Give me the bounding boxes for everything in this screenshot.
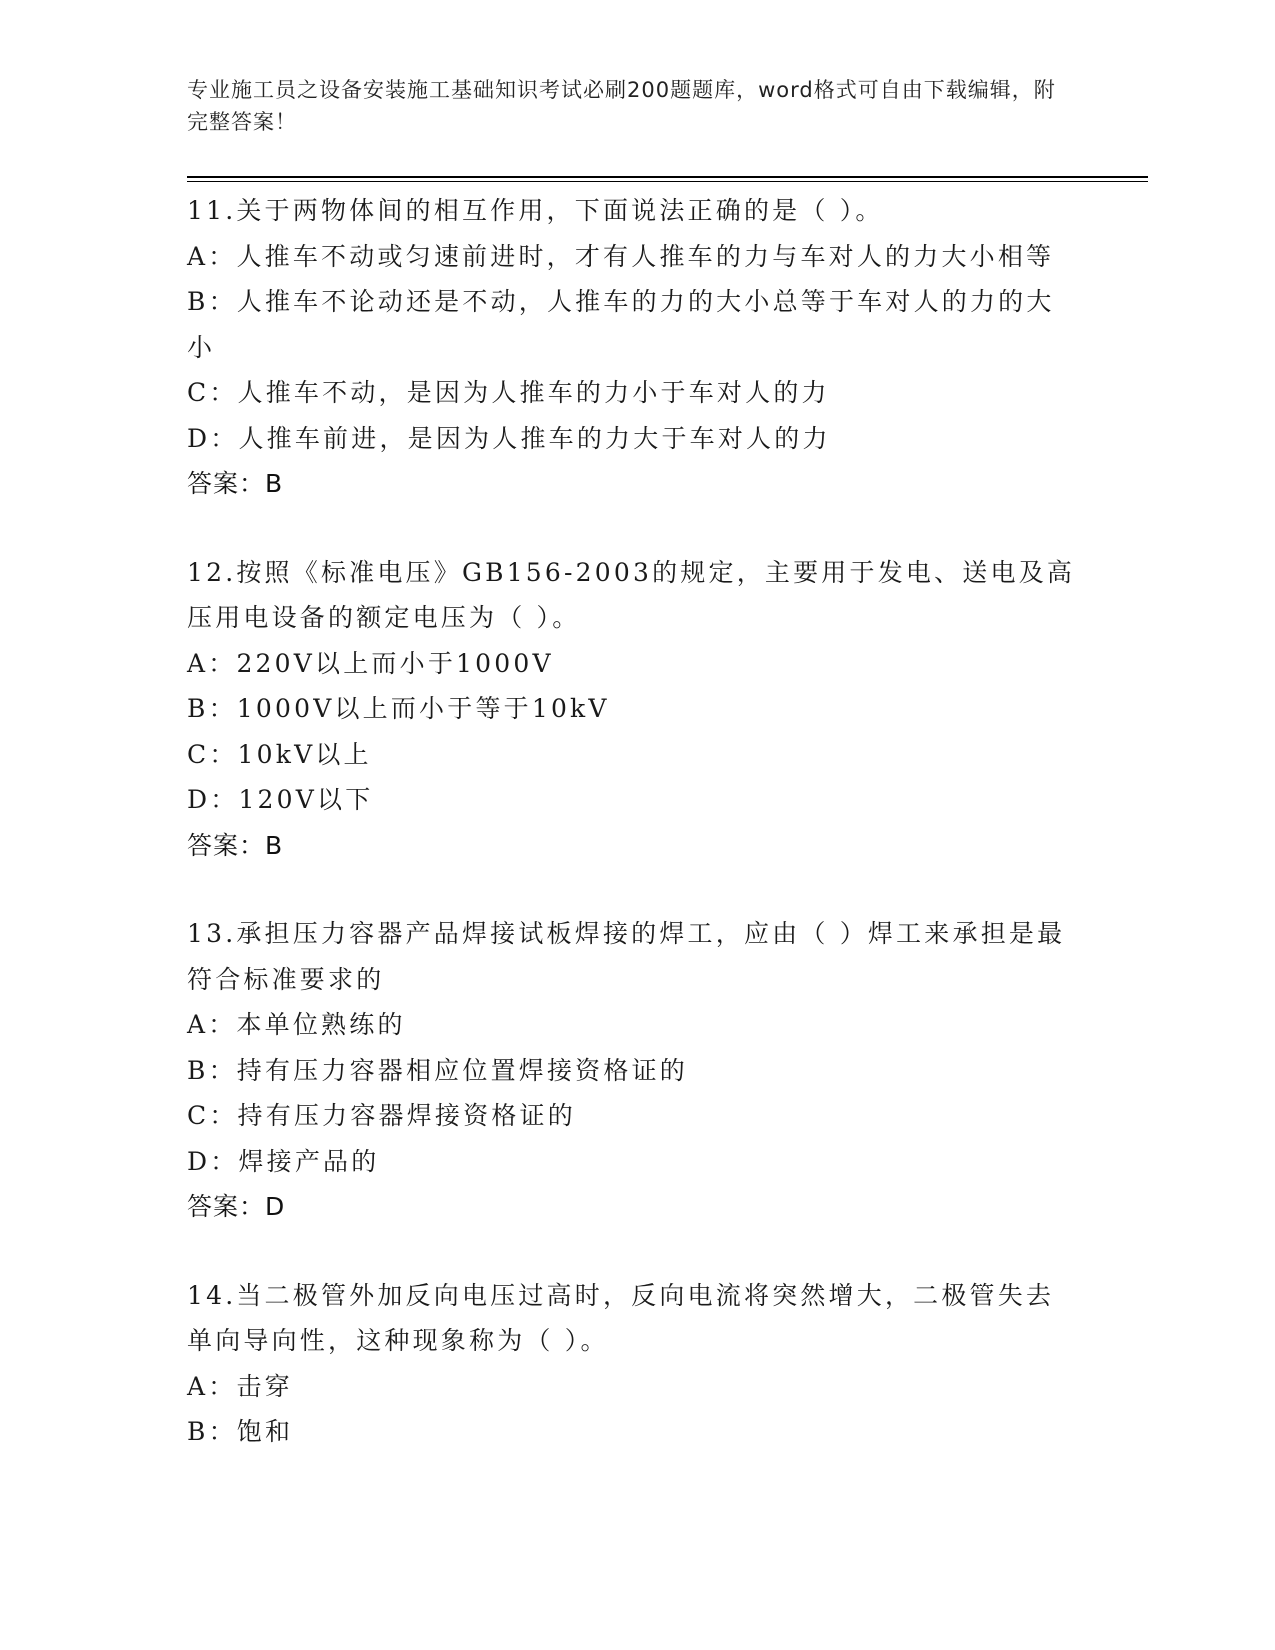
option-c: C：10kV以上 [187,739,372,769]
option-d: D：120V以下 [187,785,374,814]
answer-line: 答案：D [187,1192,286,1221]
header-divider-thick [187,176,1148,178]
option-d: D：人推车前进，是因为人推车的力大于车对人的力 [187,423,831,453]
answer-line: 答案：B [187,469,284,498]
option-a: A：人推车不动或匀速前进时，才有人推车的力与车对人的力大小相等 [187,241,1055,271]
option-b: B：持有压力容器相应位置焊接资格证的 [187,1055,688,1085]
question-13 [187,911,1077,1230]
option-c: C：人推车不动，是因为人推车的力小于车对人的力 [187,378,830,407]
option-b: B：饱和 [187,1417,294,1446]
document-header-title: 专业施工员之设备安装施工基础知识考试必刷200题题库，word格式可自由下载编辑，附完整答案！ [187,78,1056,134]
question-list [187,188,1077,1455]
option-a: A：本单位熟练的 [187,1010,406,1039]
option-d: D：焊接产品的 [187,1146,380,1176]
header-divider-thin [187,181,1148,182]
question-stem: 11.关于两物体间的相互作用，下面说法正确的是（ ）。 [187,196,884,225]
option-c: C：持有压力容器焊接资格证的 [187,1101,576,1130]
question-stem: 13.承担压力容器产品焊接试板焊接的焊工，应由（ ）焊工来承担是最符合标准要求的 [187,919,1066,994]
answer-line: 答案：B [187,830,284,860]
question-stem: 12.按照《标准电压》GB156-2003的规定，主要用于发电、送电及高压用电设备的额定电压为（ ）。 [187,557,1076,632]
option-a: A：220V以上而小于1000V [187,648,554,678]
option-b: B：人推车不论动还是不动，人推车的力的大小总等于车对人的力的大小 [187,287,1055,362]
question-12 [187,550,1077,869]
option-b: B：1000V以上而小于等于10kV [187,694,610,723]
question-14 [187,1273,1077,1455]
question-stem: 14.当二极管外加反向电压过高时，反向电流将突然增大，二极管失去单向导向性，这种现象称为（ ）。 [187,1280,1055,1355]
question-11 [187,188,1077,507]
option-a: A：击穿 [187,1371,293,1401]
